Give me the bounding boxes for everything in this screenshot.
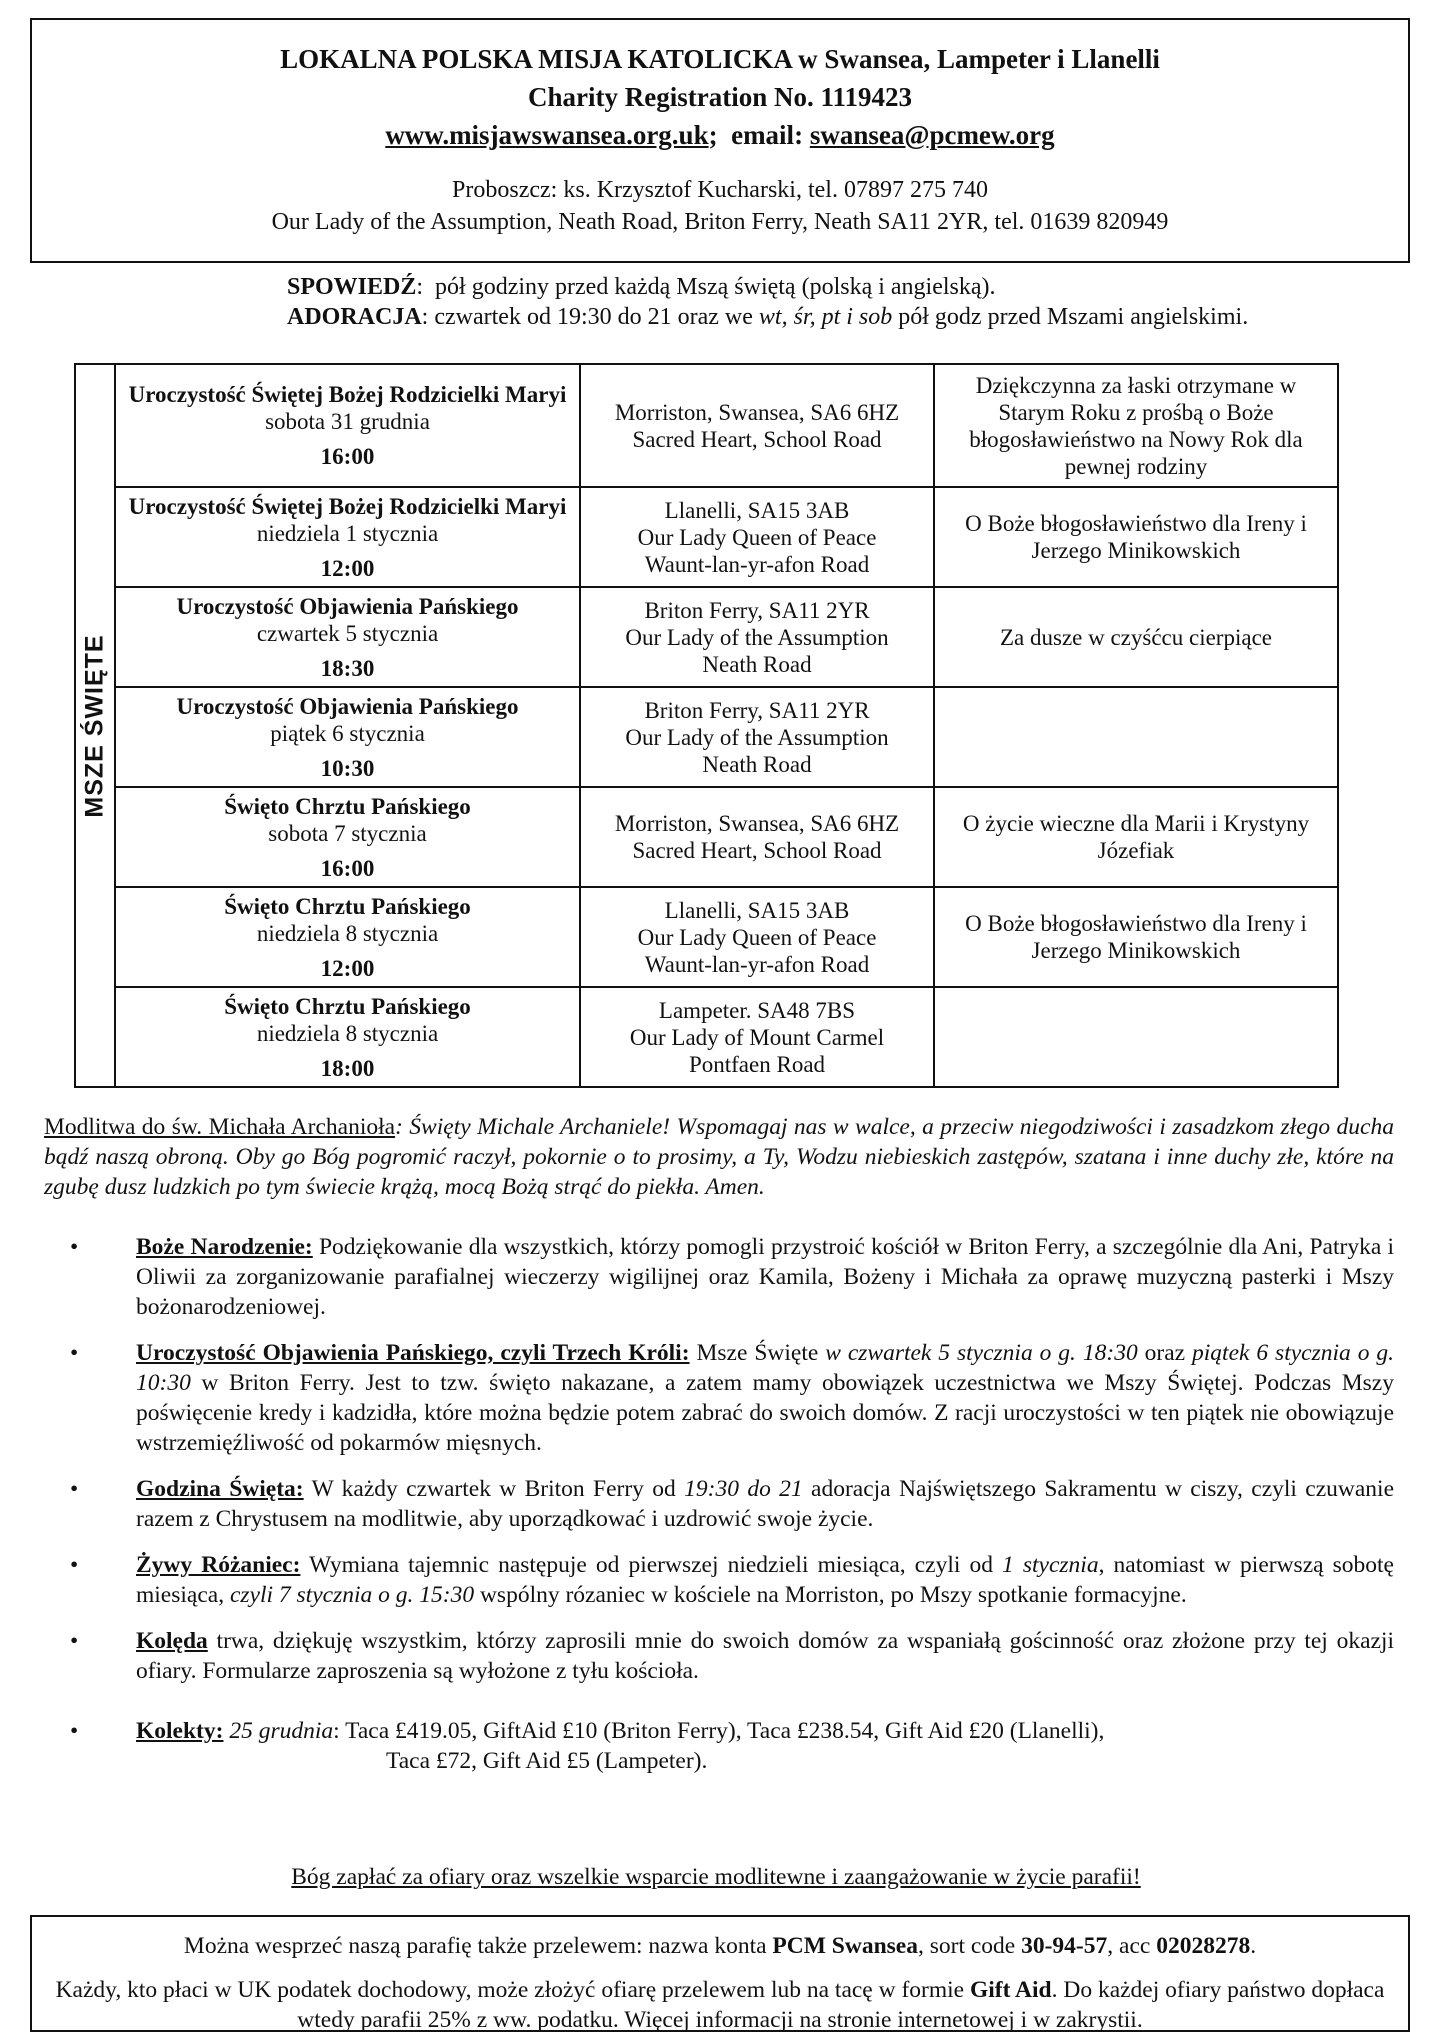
adoration-days: wt, śr, pt i sob [758,304,893,330]
adoration-text-end: pół godz przed Mszami angielskimi. [892,304,1249,330]
feast-name: Święto Chrztu Pańskiego [224,893,471,919]
list-item [44,1232,1394,1322]
intention-cell [934,887,1338,987]
list-item [44,1338,1394,1458]
table-row [75,787,1338,887]
epiphany-text-end: w Briton Ferry. Jest to tzw. święto nakazane, a zatem mamy obowiązek uczestnictwa we Mszy Świętej. Podczas Mszy poświęcenie kredy i kadzidła, które można będzie potem zabrać do swoich domów. Z racji uroczystości w ten piątek nie obowiązuje wstrzemięźliwość od pokarmów mięsnych. [136,1370,1394,1456]
intention-text: Dziękczynna za łaski otrzymane w Starym Roku z prośbą o Boże błogosławieństwo na Nowy Rok dla pewnej rodziny [969,372,1303,479]
bank-end: . [1250,1933,1257,1959]
holy-hour-text: W każdy czwartek w Briton Ferry od [303,1476,685,1502]
christmas-text: Podziękowanie dla wszystkich, którzy pomogli przystroić kościół w Briton Ferry, a szczególnie dla Ani, Patryka i Oliwii za zorganizowanie parafialnej wieczerzy wigilijnej oraz Kamila, Bożeny i Michała za oprawę muzyczną pasterki i Mszy bożonarodzeniowej. [136,1234,1394,1320]
place-line: Waunt-lan-yr-afon Road [644,551,870,577]
collections-label: Kolekty: [136,1718,224,1744]
email-link[interactable]: swansea@pcmew.org [809,120,1055,150]
gift-aid-line [32,1975,1408,2035]
intention-text: Za dusze w czyśćcu cierpiące [999,624,1272,650]
feast-name: Uroczystość Świętej Bożej Rodzicielki Maryi [128,493,567,519]
mass-time: 10:30 [320,755,375,781]
table-row [75,587,1338,687]
place-cell [580,687,934,787]
bullet-icon: • [70,1340,79,1366]
mass-time: 16:00 [320,444,375,469]
list-item [44,1716,1394,1776]
gift-aid-text: Każdy, kto płaci w UK podatek dochodowy, może złożyć ofiarę przelewem lub na tacę w formie [55,1977,970,2003]
place-line: Morriston, Swansea, SA6 6HZ [614,399,900,425]
feast-name: Uroczystość Objawienia Pańskiego [176,693,519,719]
place-line: Our Lady of Mount Carmel [629,1024,885,1050]
rosary-text: Wymiana tajemnic następuje od pierwszej niedzieli miesiąca, czyli od [300,1552,1003,1578]
place-line: Neath Road [702,751,812,777]
christmas-label: Boże Narodzenie: [136,1234,313,1260]
bullet-icon: • [70,1552,79,1578]
table-row [75,487,1338,587]
gift-aid-term: Gift Aid [969,1977,1052,2003]
table-row [75,687,1338,787]
mission-title: LOKALNA POLSKA MISJA KATOLICKA w Swansea, Lampeter i Llanelli [280,44,1160,74]
mass-date: czwartek 5 stycznia [256,620,439,646]
place-cell [580,987,934,1087]
adoration-info [287,302,1248,332]
table-row [75,987,1338,1087]
side-label: MSZE ŚWIĘTE [80,633,109,818]
place-line: Pontfaen Road [688,1051,826,1077]
adoration-text: : czwartek od 19:30 do 21 oraz we [421,304,759,330]
holy-hour-time: 19:30 do 21 [684,1476,803,1502]
mass-time: 18:30 [320,655,375,681]
intention-cell [934,987,1338,1087]
church-address: Our Lady of the Assumption, Neath Road, Briton Ferry, Neath SA11 2YR, tel. 01639 820949 [271,209,1169,235]
feast-cell [115,787,580,887]
prayer-paragraph [44,1112,1394,1202]
bullet-icon: • [70,1718,79,1744]
thanks-line: Bóg zapłać za ofiary oraz wszelkie wsparcie modlitewne i zaangażowanie w życie parafii! [291,1864,1141,1890]
intention-cell [934,687,1338,787]
rosary-label: Żywy Różaniec: [136,1552,301,1578]
table-row [75,364,1338,487]
mass-schedule-table [74,363,1339,1088]
feast-name: Uroczystość Objawienia Pańskiego [176,593,519,619]
carol-label: Kolęda [136,1628,208,1654]
charity-registration: Charity Registration No. 1119423 [528,82,912,112]
mass-date: sobota 31 grudnia [265,409,430,434]
intention-cell [934,487,1338,587]
place-line: Our Lady of the Assumption [625,724,889,750]
feast-cell [115,364,580,487]
place-line: Briton Ferry, SA11 2YR [644,697,870,723]
place-line: Waunt-lan-yr-afon Road [644,951,870,977]
account-number: 02028278 [1156,1933,1251,1959]
place-line: Llanelli, SA15 3AB [664,897,850,923]
rosary-date-2: czyli 7 stycznia o g. 15:30 [229,1582,475,1608]
feast-cell [115,587,580,687]
intention-text: O Boże błogosławieństwo dla Ireny i Jerzego Minikowskich [965,911,1307,963]
account-name: PCM Swansea [772,1933,918,1959]
intention-text: O życie wieczne dla Marii i Krystyny Józefiak [962,811,1310,863]
epiphany-label: Uroczystość Objawienia Pańskiego, czyli Trzech Króli: [136,1340,690,1366]
place-line: Sacred Heart, School Road [632,838,882,863]
holy-hour-text-end: adoracja Najświętszego Sakramentu w ciszy, czyli czuwanie razem z Chrystusem na modlitwie, aby uporządkować i uzdrowić swoje życie. [136,1476,1395,1532]
footer-box [30,1915,1410,2032]
bank-transfer-line [32,1931,1408,1961]
mass-date: piątek 6 stycznia [270,720,425,746]
list-item [44,1550,1394,1610]
list-item [44,1474,1394,1534]
place-line: Briton Ferry, SA11 2YR [644,597,870,623]
bullet-icon: • [70,1476,79,1502]
feast-name: Święto Chrztu Pańskiego [224,793,471,819]
mass-date: niedziela 1 stycznia [256,520,439,546]
place-line: Our Lady Queen of Peace [637,524,877,550]
place-line: Lampeter. SA48 7BS [658,997,856,1023]
collections-text-cont: Taca £72, Gift Aid £5 (Lampeter). [386,1748,708,1774]
place-line: Morriston, Swansea, SA6 6HZ [614,811,900,836]
place-cell [580,887,934,987]
feast-name: Święto Chrztu Pańskiego [224,993,471,1019]
side-label-cell [75,364,115,1087]
mass-time: 18:00 [320,1055,375,1081]
contact-separator: ; email: [708,120,810,150]
feast-cell [115,887,580,987]
intention-cell [934,787,1338,887]
contact-line [32,116,1408,154]
place-cell [580,487,934,587]
epiphany-date-1: w czwartek 5 stycznia o g. 18:30 [825,1340,1138,1366]
bullet-icon: • [70,1628,79,1654]
table-row [75,887,1338,987]
place-line: Neath Road [702,651,812,677]
place-cell [580,787,934,887]
epiphany-and: oraz [1137,1340,1193,1366]
notices-list [44,1232,1394,1792]
acc-label: , acc [1107,1933,1157,1959]
place-cell [580,587,934,687]
intention-cell [934,587,1338,687]
place-line: Our Lady Queen of Peace [637,924,877,950]
holy-hour-label: Godzina Święta: [136,1476,304,1502]
place-cell [580,364,934,487]
mass-date: sobota 7 stycznia [268,820,427,846]
mass-date: niedziela 8 stycznia [256,1020,439,1046]
prayer-text: : Święty Michale Archanielе! Wspomagaj nas w walce, a przeciw niegodziwości i zasadzkom złego ducha bądź naszą obroną. Oby go Bóg pogromić raczył, pokornie o to prosimy, a Ty, Wodzu niebieskich zastępów, szatana i inne duchy złe, które na zgubę dusz ludzkich po tym świecie krążą, mocą Bożą strąć do piekła. Amen. [44,1114,1394,1200]
rosary-date-1: 1 stycznia [1002,1552,1099,1578]
place-line: Llanelli, SA15 3AB [664,497,850,523]
rosary-text-end: wspólny rózaniec w kościele na Morriston, po Mszy spotkanie formacyjne. [474,1582,1187,1608]
sort-label: , sort code [917,1933,1022,1959]
epiphany-text: Msze Święte [689,1340,826,1366]
carol-text: trwa, dziękuję wszystkim, którzy zaprosili mnie do swoich domów za wspaniałą gościnność oraz złożone przy tej okazji ofiary. Formularze zaproszenia są wyłożone z tyłu kościoła. [136,1628,1394,1684]
website-link[interactable]: www.misjawswansea.org.uk [385,120,709,150]
bullet-icon: • [70,1234,79,1260]
rosary-text-mid: , natomiast w pierwszą sobotę miesiąca, [136,1552,1394,1608]
place-line: Our Lady of the Assumption [625,624,889,650]
feast-cell [115,987,580,1087]
feast-cell [115,687,580,787]
mass-time: 12:00 [320,955,375,981]
confession-label: SPOWIEDŹ [287,274,417,300]
prayer-title: Modlitwa do św. Michała Archanioła [44,1114,396,1140]
collections-text: : Taca £419.05, GiftAid £10 (Briton Ferry), Taca £238.54, Gift Aid £20 (Llanelli), [333,1718,1105,1744]
intention-cell [934,364,1338,487]
feast-cell [115,487,580,587]
confession-info [287,272,996,302]
bank-text: Można wesprzeć naszą parafię także przelewem: nazwa konta [183,1933,773,1959]
gift-aid-text-end: . Do każdej ofiary państwo dopłaca wtedy parafii 25% z ww. podatku. Więcej informacji na stronie internetowej i w zakrystii. [297,1977,1385,2033]
priest-info: Proboszcz: ks. Krzysztof Kucharski, tel. 07897 275 740 [452,177,988,203]
mass-time: 16:00 [320,855,375,881]
adoration-label: ADORACJA [287,304,422,330]
epiphany-date-2: piątek 6 stycznia o g. 10:30 [136,1340,1395,1396]
feast-name: Uroczystość Świętej Bożej Rodzicielki Maryi [128,382,567,407]
sort-code: 30-94-57 [1021,1933,1108,1959]
header-box [30,18,1410,263]
list-item [44,1626,1394,1686]
mass-date: niedziela 8 stycznia [256,920,439,946]
mass-time: 12:00 [320,555,375,581]
confession-text: : pół godziny przed każdą Mszą świętą (polską i angielską). [416,274,996,300]
collections-date: 25 grudnia [223,1718,334,1744]
place-line: Sacred Heart, School Road [632,426,882,452]
intention-text: O Boże błogosławieństwo dla Ireny i Jerzego Minikowskich [965,511,1307,563]
